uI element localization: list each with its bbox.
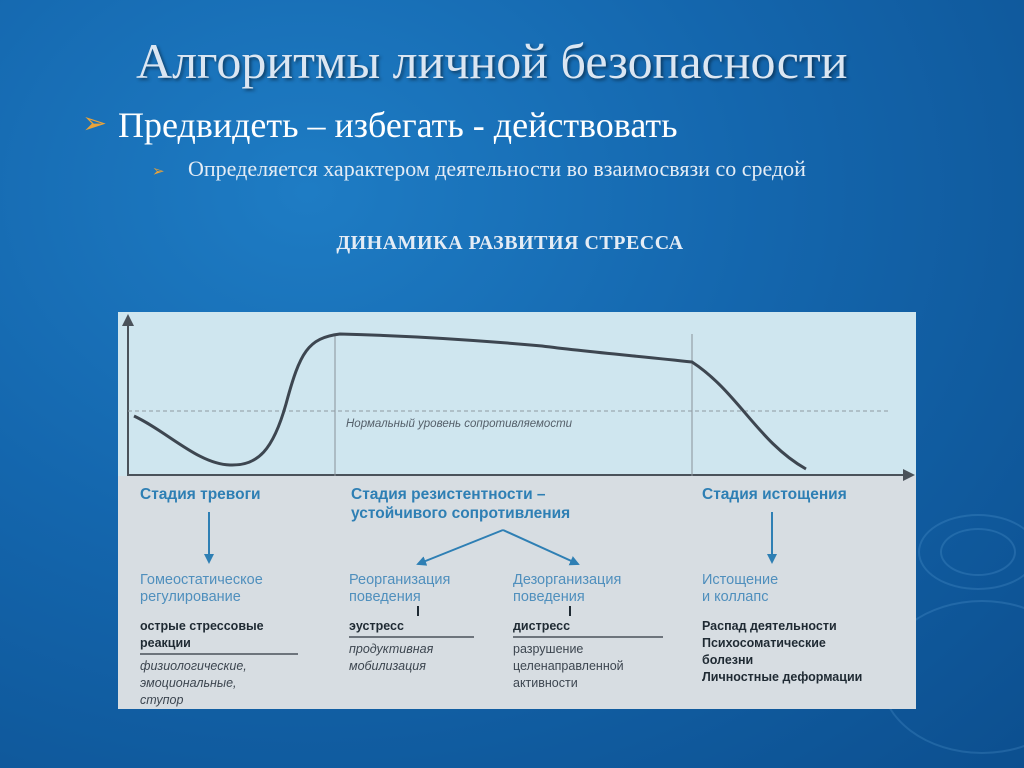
exhaustion-outcome-label: Истощение xyxy=(702,572,779,588)
reorganization-column xyxy=(349,572,474,673)
alarm-reaction-label: острые стрессовые xyxy=(140,619,264,633)
distress-detail-text: активности xyxy=(513,676,578,690)
distress-label: дистресс xyxy=(513,619,571,633)
slide-title: Алгоритмы личной безопасности xyxy=(136,33,848,89)
eustress-detail-text: мобилизация xyxy=(349,659,426,673)
distress-detail-text: разрушение xyxy=(513,642,584,656)
normal-level-label: Нормальный уровень сопротивляемости xyxy=(346,418,573,430)
exhaustion-effect-text: Распад деятельности xyxy=(702,619,837,633)
alarm-detail-text: эмоциональные, xyxy=(140,676,237,690)
exhaustion-effect-text: болезни xyxy=(702,653,754,667)
alarm-reaction-label: реакции xyxy=(140,636,191,650)
arrow-right-down-icon xyxy=(503,530,578,564)
eustress-detail-text: продуктивная xyxy=(349,642,434,656)
disorganization-column xyxy=(513,572,663,690)
reorganization-label: Реорганизация xyxy=(349,572,451,588)
diagram-heading: ДИНАМИКА РАЗВИТИЯ СТРЕССА xyxy=(336,232,684,254)
alarm-outcome-label: Гомеостатическое xyxy=(140,572,263,588)
exhaustion-outcome-label: и коллапс xyxy=(702,589,769,605)
diagram-svg xyxy=(118,312,916,709)
exhaustion-effect-text: Психосоматические xyxy=(702,636,826,650)
exhaustion-column xyxy=(702,572,862,684)
stage-resistance-label: Стадия резистентности – xyxy=(351,486,546,503)
stage-alarm-label: Стадия тревоги xyxy=(140,486,261,503)
sub-bullet-text: Определяется характером деятельности во взаимосвязи со средой xyxy=(188,156,806,181)
arrow-bullet-icon: ➢ xyxy=(152,164,165,180)
eustress-label: эустресс xyxy=(349,619,404,633)
bullet-text: Предвидеть – избегать - действовать xyxy=(118,105,678,145)
alarm-column xyxy=(140,572,298,707)
stress-dynamics-diagram xyxy=(118,312,916,709)
alarm-outcome-label: регулирование xyxy=(140,589,241,605)
reorganization-label: поведения xyxy=(349,589,421,605)
arrow-bullet-icon: ➢ xyxy=(82,107,108,140)
exhaustion-effect-text: Личностные деформации xyxy=(702,670,863,684)
alarm-detail-text: ступор xyxy=(140,693,184,707)
arrow-left-down-icon xyxy=(418,530,503,564)
ripple-decoration xyxy=(918,514,1024,590)
disorganization-label: поведения xyxy=(513,589,585,605)
disorganization-label: Дезорганизация xyxy=(513,572,622,588)
alarm-detail-text: физиологические, xyxy=(140,659,247,673)
distress-detail-text: целенаправленной xyxy=(513,659,624,673)
plot-area xyxy=(118,312,916,476)
stage-resistance-label: устойчивого сопротивления xyxy=(351,505,571,522)
stage-exhaustion-label: Стадия истощения xyxy=(702,486,847,503)
